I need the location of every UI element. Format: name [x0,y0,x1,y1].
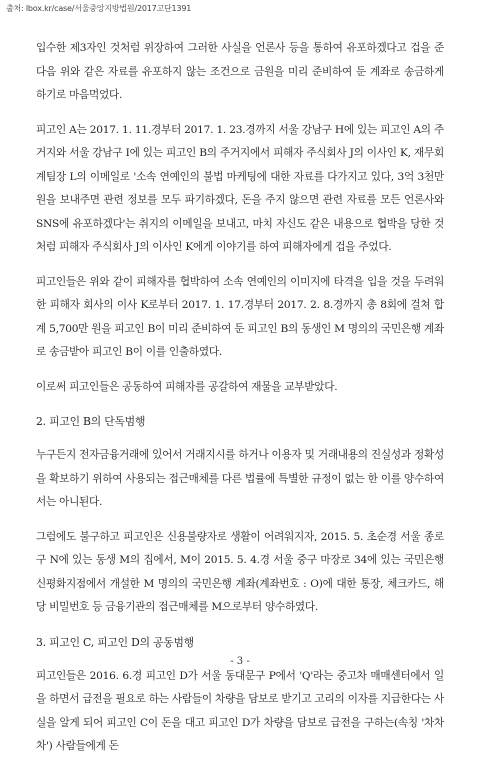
source-url: 출처: lbox.kr/case/서울중앙지방법원/2017고단1391 [6,4,192,13]
paragraph-4: 이로써 피고인들은 공동하여 피해자를 공갈하여 재물을 교부받았다. [36,380,338,393]
paragraph-7: 피고인들은 2016. 6.경 피고인 D가 서울 동대문구 P에서 'Q'라는 중고차 매매센터에서 일을 하면서 급전을 필요로 하는 사람들이 차량을 담보로 받기고 고리의 이자를 지급한다는 사실을 알게 되어 피고인 C이 돈을 대고 피고인 D가 차량을 담보로 급전을 구하는(속칭 '차차차') 사람들에게 돈 [36,669,444,752]
paragraph-6: 그럼에도 불구하고 피고인은 신용불량자로 생활이 어려워지자, 2015. 5. 초순경 서울 종로구 N에 있는 동생 M의 집에서, M이 2015. 5. 4.경 서울 중구 마장로 34에 있는 국민은행 신평화지점에서 개설한 M 명의의 국민은행 계좌(계좌번호 : O)에 대한 통장, 체크카드, 해당 비밀번호 등 금융기관의 접근매체를 M으로부터 양수하였다. [36,530,444,613]
paragraph-2: 피고인 A는 2017. 1. 11.경부터 2017. 1. 23.경까지 서울 강남구 H에 있는 피고인 A의 주거지와 서울 강남구 I에 있는 피고인 B의 주거지에서 피해자 주식회사 J의 이사인 K, 재무회계팀장 L의 이메일로 '소속 연예인의 불법 마케팅에 대한 자료를 다가지고 있다, 3억 3천만원을 보내주면 관련 정보를 모두 파기하겠다, 돈을 주지 않으면 관련 자료를 모든 언론사와 SNS에 유포하겠다'는 취지의 이메일을 보내고, 마치 자신도 같은 내용으로 협박을 당한 것처럼 피해자 주식회사 J의 이사인 K에게 이야기를 하여 피해자에게 겁을 주었다. [36,123,444,253]
paragraph-5: 누구든지 전자금융거래에 있어서 거래지시를 하거나 이용자 및 거래내용의 진실성과 정확성을 확보하기 위하여 사용되는 접근매체를 다른 법률에 특별한 규정이 없는 한 이를 양수하여서는 아니된다. [36,449,444,508]
paragraph-3: 피고인들은 위와 같이 피해자를 협박하여 소속 연예인의 이미지에 타격을 입을 것을 두려워 한 피해자 회사의 이사 K로부터 2017. 1. 17.경부터 2017. 2. 8.경까지 총 8회에 걸쳐 합계 5,700만 원을 피고인 B이 미리 준비하여 둔 피고인 B의 동생인 M 명의의 국민은행 계좌로 송금받아 피고인 B이 이를 인출하였다. [36,275,444,358]
section-heading-3: 3. 피고인 C, 피고인 D의 공동범행 [36,635,194,649]
section-heading-2: 2. 피고인 B의 단독범행 [36,415,146,428]
page-number: - 3 - [230,656,250,667]
paragraph-1: 입수한 제3자인 것처럼 위장하여 그러한 사실을 언론사 등을 통하여 유포하겠다고 겁을 준 다음 위와 같은 자료를 유포하지 않는 조건으로 금원을 미리 준비하여 둔 계좌로 송금하게 하기로 마음먹었다. [36,42,444,101]
